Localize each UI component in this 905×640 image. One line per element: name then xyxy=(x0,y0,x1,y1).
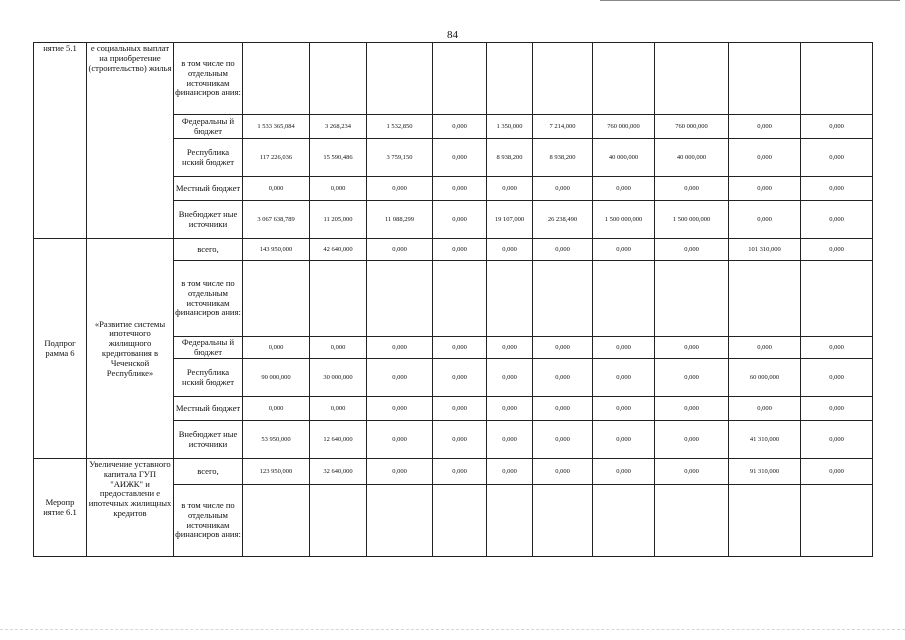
value-cell: 3 759,150 xyxy=(367,139,433,177)
value-cell xyxy=(729,43,801,115)
value-cell xyxy=(433,485,487,557)
value-cell xyxy=(655,261,729,337)
value-cell: 0,000 xyxy=(533,239,593,261)
value-cell: 8 938,200 xyxy=(487,139,533,177)
value-cell: 0,000 xyxy=(729,177,801,201)
value-cell: 0,000 xyxy=(655,337,729,359)
value-cell: 0,000 xyxy=(801,177,873,201)
value-cell: 0,000 xyxy=(433,139,487,177)
value-cell xyxy=(367,43,433,115)
value-cell: 0,000 xyxy=(367,397,433,421)
value-cell: 0,000 xyxy=(367,459,433,485)
value-cell: 0,000 xyxy=(593,359,655,397)
value-cell: 0,000 xyxy=(655,359,729,397)
value-cell: 0,000 xyxy=(801,139,873,177)
value-cell: 0,000 xyxy=(533,337,593,359)
value-cell: 0,000 xyxy=(433,201,487,239)
value-cell: 0,000 xyxy=(655,239,729,261)
program-name-cell: «Развитие системы ипотечного жилищного кредитования в Чеченской Республике» xyxy=(87,239,174,459)
value-cell: 0,000 xyxy=(655,397,729,421)
value-cell xyxy=(487,261,533,337)
value-cell: 0,000 xyxy=(487,421,533,459)
value-cell: 0,000 xyxy=(801,459,873,485)
table-row xyxy=(34,239,873,261)
program-name-cell: Увеличение уставного капитала ГУП "АИЖК" и предоставлени е ипотечных жилищных кредитов xyxy=(87,459,174,557)
value-cell xyxy=(487,43,533,115)
program-name-cell: е социальных выплат на приобретение (строительство) жилья xyxy=(87,43,174,239)
value-cell xyxy=(729,485,801,557)
value-cell: 0,000 xyxy=(433,359,487,397)
source-label-cell: в том числе по отдельным источникам финансиров ания: xyxy=(174,485,243,557)
value-cell: 0,000 xyxy=(487,177,533,201)
value-cell: 760 000,000 xyxy=(593,115,655,139)
value-cell: 11 088,299 xyxy=(367,201,433,239)
value-cell: 1 533 365,084 xyxy=(243,115,310,139)
scan-noise-line xyxy=(0,629,905,634)
value-cell: 30 000,000 xyxy=(310,359,367,397)
value-cell: 0,000 xyxy=(801,337,873,359)
value-cell: 0,000 xyxy=(801,359,873,397)
value-cell: 0,000 xyxy=(433,397,487,421)
value-cell: 0,000 xyxy=(310,337,367,359)
value-cell: 0,000 xyxy=(533,397,593,421)
value-cell: 101 310,000 xyxy=(729,239,801,261)
value-cell: 0,000 xyxy=(655,459,729,485)
value-cell: 0,000 xyxy=(593,397,655,421)
value-cell: 0,000 xyxy=(593,421,655,459)
source-label-cell: всего, xyxy=(174,239,243,261)
value-cell: 0,000 xyxy=(243,177,310,201)
value-cell: 143 950,000 xyxy=(243,239,310,261)
value-cell: 40 000,000 xyxy=(593,139,655,177)
value-cell: 0,000 xyxy=(593,177,655,201)
page-number: 84 xyxy=(447,29,458,41)
value-cell: 0,000 xyxy=(243,397,310,421)
value-cell: 0,000 xyxy=(801,397,873,421)
source-label-cell: в том числе по отдельным источникам финансиров ания: xyxy=(174,43,243,115)
value-cell xyxy=(655,485,729,557)
value-cell xyxy=(367,485,433,557)
value-cell: 0,000 xyxy=(487,359,533,397)
program-code-cell: Меропр иятие 6.1 xyxy=(34,459,87,557)
value-cell xyxy=(243,485,310,557)
value-cell xyxy=(433,43,487,115)
source-label-cell: Местный бюджет xyxy=(174,177,243,201)
value-cell: 0,000 xyxy=(367,337,433,359)
value-cell: 0,000 xyxy=(655,421,729,459)
value-cell xyxy=(533,485,593,557)
value-cell: 90 000,000 xyxy=(243,359,310,397)
value-cell: 1 532,850 xyxy=(367,115,433,139)
value-cell: 0,000 xyxy=(593,337,655,359)
value-cell xyxy=(310,485,367,557)
value-cell: 0,000 xyxy=(729,397,801,421)
value-cell: 11 205,000 xyxy=(310,201,367,239)
value-cell: 0,000 xyxy=(729,337,801,359)
table-row xyxy=(34,459,873,485)
value-cell xyxy=(801,43,873,115)
value-cell: 1 500 000,000 xyxy=(655,201,729,239)
source-label-cell: Республика нский бюджет xyxy=(174,139,243,177)
value-cell: 0,000 xyxy=(533,177,593,201)
value-cell: 0,000 xyxy=(433,239,487,261)
value-cell: 0,000 xyxy=(433,421,487,459)
value-cell: 0,000 xyxy=(433,177,487,201)
source-label-cell: в том числе по отдельным источникам финансиров ания: xyxy=(174,261,243,337)
scan-edge-line xyxy=(600,0,900,1)
value-cell xyxy=(310,43,367,115)
table-row xyxy=(34,43,873,115)
value-cell xyxy=(801,485,873,557)
value-cell: 0,000 xyxy=(801,239,873,261)
value-cell: 3 067 638,789 xyxy=(243,201,310,239)
source-label-cell: Федеральны й бюджет xyxy=(174,337,243,359)
value-cell xyxy=(801,261,873,337)
value-cell: 123 950,000 xyxy=(243,459,310,485)
value-cell: 0,000 xyxy=(729,139,801,177)
source-label-cell: Республика нский бюджет xyxy=(174,359,243,397)
value-cell: 0,000 xyxy=(533,359,593,397)
value-cell: 0,000 xyxy=(729,115,801,139)
value-cell xyxy=(655,43,729,115)
program-code-cell: нятие 5.1 xyxy=(34,43,87,239)
value-cell: 0,000 xyxy=(801,421,873,459)
value-cell: 117 226,036 xyxy=(243,139,310,177)
value-cell xyxy=(593,43,655,115)
value-cell: 0,000 xyxy=(729,201,801,239)
value-cell: 40 000,000 xyxy=(655,139,729,177)
value-cell: 0,000 xyxy=(433,459,487,485)
value-cell: 0,000 xyxy=(801,201,873,239)
financing-table xyxy=(33,42,873,557)
value-cell: 0,000 xyxy=(487,337,533,359)
source-label-cell: Внебюджет ные источники xyxy=(174,421,243,459)
value-cell: 53 950,000 xyxy=(243,421,310,459)
value-cell xyxy=(533,261,593,337)
value-cell: 0,000 xyxy=(593,459,655,485)
source-label-cell: всего, xyxy=(174,459,243,485)
value-cell: 0,000 xyxy=(367,359,433,397)
value-cell xyxy=(593,485,655,557)
value-cell: 32 640,000 xyxy=(310,459,367,485)
value-cell: 0,000 xyxy=(487,397,533,421)
value-cell: 41 310,000 xyxy=(729,421,801,459)
value-cell xyxy=(310,261,367,337)
value-cell: 0,000 xyxy=(801,115,873,139)
value-cell: 0,000 xyxy=(487,239,533,261)
value-cell xyxy=(433,261,487,337)
value-cell: 7 214,000 xyxy=(533,115,593,139)
value-cell: 0,000 xyxy=(487,459,533,485)
value-cell: 760 000,000 xyxy=(655,115,729,139)
value-cell xyxy=(367,261,433,337)
value-cell: 0,000 xyxy=(310,397,367,421)
source-label-cell: Федеральны й бюджет xyxy=(174,115,243,139)
value-cell: 12 640,000 xyxy=(310,421,367,459)
table-body xyxy=(34,43,873,557)
value-cell: 0,000 xyxy=(367,239,433,261)
source-label-cell: Внебюджет ные источники xyxy=(174,201,243,239)
value-cell xyxy=(243,43,310,115)
value-cell xyxy=(593,261,655,337)
value-cell: 1 500 000,000 xyxy=(593,201,655,239)
value-cell xyxy=(533,43,593,115)
source-label-cell: Местный бюджет xyxy=(174,397,243,421)
value-cell: 91 310,000 xyxy=(729,459,801,485)
value-cell: 26 238,490 xyxy=(533,201,593,239)
value-cell: 3 268,234 xyxy=(310,115,367,139)
value-cell: 0,000 xyxy=(367,421,433,459)
value-cell: 0,000 xyxy=(655,177,729,201)
value-cell: 0,000 xyxy=(533,421,593,459)
value-cell: 0,000 xyxy=(433,337,487,359)
value-cell: 60 000,000 xyxy=(729,359,801,397)
value-cell: 0,000 xyxy=(367,177,433,201)
value-cell: 0,000 xyxy=(433,115,487,139)
value-cell: 19 107,000 xyxy=(487,201,533,239)
value-cell: 0,000 xyxy=(310,177,367,201)
value-cell xyxy=(487,485,533,557)
value-cell: 0,000 xyxy=(593,239,655,261)
value-cell xyxy=(729,261,801,337)
value-cell: 15 590,486 xyxy=(310,139,367,177)
value-cell: 0,000 xyxy=(243,337,310,359)
program-code-cell: Подпрог рамма 6 xyxy=(34,239,87,459)
value-cell: 8 938,200 xyxy=(533,139,593,177)
value-cell: 0,000 xyxy=(533,459,593,485)
value-cell xyxy=(243,261,310,337)
value-cell: 42 640,000 xyxy=(310,239,367,261)
value-cell: 1 350,000 xyxy=(487,115,533,139)
